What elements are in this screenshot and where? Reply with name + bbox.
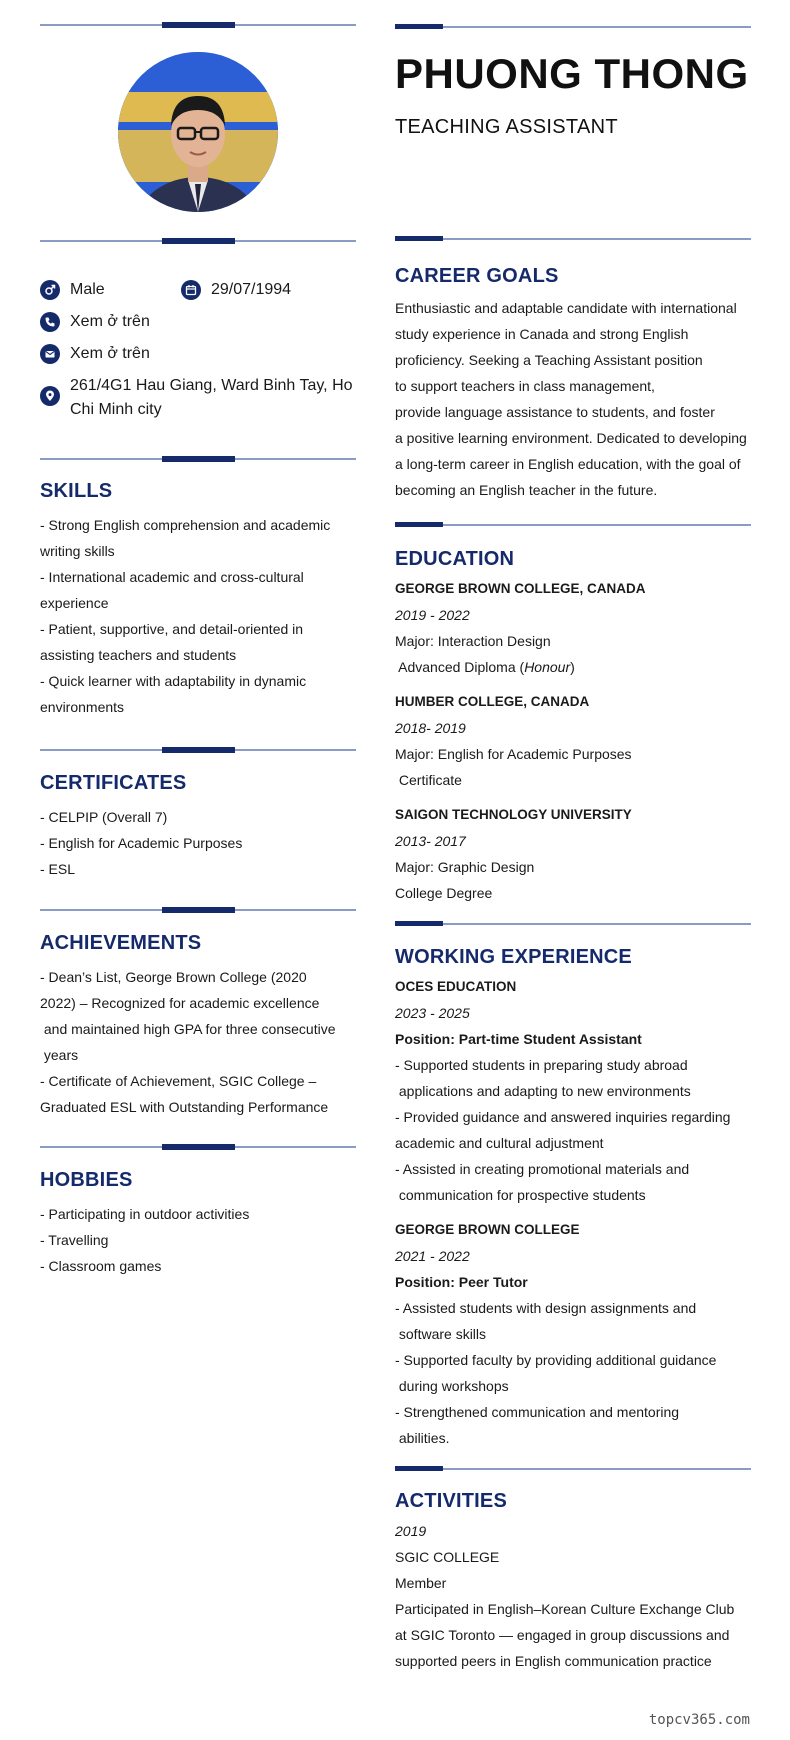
hobbies-title: HOBBIES — [40, 1169, 133, 1191]
experience-years: 2023 - 2025 — [395, 1005, 470, 1021]
position: Position: Peer Tutor — [395, 1274, 528, 1290]
text-line: becoming an English teacher in the future. — [395, 482, 658, 498]
degree: College Degree — [395, 885, 493, 901]
text-line: to support teachers in class management, — [395, 378, 655, 394]
list-item: Graduated ESL with Outstanding Performance — [40, 1099, 329, 1115]
list-item: academic and cultural adjustment — [395, 1135, 604, 1151]
gender-value: Male — [70, 281, 105, 298]
list-item: - Certificate of Achievement, SGIC College – — [40, 1073, 317, 1089]
degree-text: ) — [570, 659, 575, 675]
phone-icon — [40, 312, 60, 332]
degree-honour: Honour — [524, 659, 571, 675]
list-item: at SGIC Toronto — engaged in group discussions and — [395, 1627, 730, 1643]
activity-entry — [395, 1518, 751, 1674]
gender-icon — [40, 280, 60, 300]
skills-list — [40, 512, 330, 720]
company-name: OCES EDUCATION — [395, 979, 517, 994]
divider — [40, 458, 356, 460]
activities-title: ACTIVITIES — [395, 1490, 508, 1512]
email-row — [40, 342, 150, 366]
list-item: Participated in English–Korean Culture Exchange Club — [395, 1601, 735, 1617]
birthdate-row — [181, 278, 291, 302]
career-goals-title: CAREER GOALS — [395, 265, 559, 287]
experience-entry — [395, 1217, 751, 1451]
list-item: writing skills — [40, 543, 115, 559]
achievements-list — [40, 964, 335, 1120]
school-name: HUMBER COLLEGE, CANADA — [395, 694, 590, 709]
text-line: Enthusiastic and adaptable candidate with international — [395, 300, 737, 316]
address-line: 261/4G1 Hau Giang, Ward Binh Tay, Ho — [70, 377, 353, 394]
list-item: - Provided guidance and answered inquiries regarding — [395, 1109, 731, 1125]
divider — [395, 923, 751, 925]
gender-row — [40, 278, 105, 302]
experience-years: 2021 - 2022 — [395, 1248, 470, 1264]
activity-role: Member — [395, 1575, 447, 1591]
major: Major: English for Academic Purposes — [395, 746, 632, 762]
company-name: GEORGE BROWN COLLEGE — [395, 1222, 580, 1237]
list-item: assisting teachers and students — [40, 647, 237, 663]
email-icon — [40, 344, 60, 364]
divider — [395, 26, 751, 28]
list-item: - Dean’s List, George Brown College (2020 — [40, 969, 307, 985]
degree: Certificate — [395, 772, 462, 788]
list-item: - Travelling — [40, 1232, 109, 1248]
divider — [40, 1146, 356, 1148]
calendar-icon — [181, 280, 201, 300]
education-entry — [395, 689, 751, 793]
experience-title: WORKING EXPERIENCE — [395, 946, 632, 968]
divider — [40, 240, 356, 242]
list-item: - Supported faculty by providing additional guidance — [395, 1352, 717, 1368]
text-line: provide language assistance to students, and foster — [395, 404, 715, 420]
list-item: software skills — [395, 1326, 487, 1342]
degree — [395, 654, 751, 680]
activity-org: SGIC COLLEGE — [395, 1549, 500, 1565]
divider — [395, 238, 751, 240]
location-icon — [40, 386, 60, 406]
certificates-list — [40, 804, 242, 882]
list-item: - Supported students in preparing study abroad — [395, 1057, 688, 1073]
email-value[interactable]: Xem ở trên — [70, 345, 150, 362]
list-item: - Participating in outdoor activities — [40, 1206, 250, 1222]
divider — [395, 524, 751, 526]
education-entry — [395, 802, 751, 906]
list-item: - CELPIP (Overall 7) — [40, 809, 168, 825]
phone-value[interactable]: Xem ở trên — [70, 313, 150, 330]
list-item: and maintained high GPA for three consecutive — [40, 1021, 336, 1037]
job-title: TEACHING ASSISTANT — [395, 116, 618, 138]
text-line: a positive learning environment. Dedicated to developing — [395, 430, 747, 446]
certificates-title: CERTIFICATES — [40, 772, 187, 794]
degree-text: Advanced Diploma ( — [395, 659, 525, 675]
list-item: - Assisted in creating promotional materials and — [395, 1161, 690, 1177]
skills-title: SKILLS — [40, 480, 113, 502]
avatar — [118, 52, 278, 212]
list-item: - Quick learner with adaptability in dynamic — [40, 673, 307, 689]
phone-row — [40, 310, 150, 334]
school-years: 2013- 2017 — [395, 833, 466, 849]
list-item: - Strong English comprehension and academic — [40, 517, 331, 533]
list-item: communication for prospective students — [395, 1187, 646, 1203]
divider — [40, 24, 356, 26]
birthdate-value: 29/07/1994 — [211, 281, 292, 298]
activity-year: 2019 — [395, 1523, 427, 1539]
list-item: experience — [40, 595, 109, 611]
text-line: study experience in Canada and strong English — [395, 326, 689, 342]
list-item: 2022) – Recognized for academic excellence — [40, 995, 320, 1011]
divider — [395, 1468, 751, 1470]
divider — [40, 749, 356, 751]
major: Major: Graphic Design — [395, 859, 535, 875]
school-name: GEORGE BROWN COLLEGE, CANADA — [395, 581, 646, 596]
list-item: environments — [40, 699, 125, 715]
list-item: - ESL — [40, 861, 76, 877]
divider — [40, 909, 356, 911]
list-item: abilities. — [395, 1430, 450, 1446]
major: Major: Interaction Design — [395, 633, 551, 649]
hobbies-list — [40, 1201, 249, 1279]
school-name: SAIGON TECHNOLOGY UNIVERSITY — [395, 807, 632, 822]
list-item: - Strengthened communication and mentoring — [395, 1404, 680, 1420]
watermark: topcv365.com — [648, 1712, 750, 1728]
position: Position: Part-time Student Assistant — [395, 1031, 642, 1047]
school-years: 2018- 2019 — [395, 720, 466, 736]
education-entry — [395, 576, 751, 680]
address-line: Chi Minh city — [70, 401, 162, 418]
list-item: years — [40, 1047, 79, 1063]
address-row — [40, 374, 353, 422]
education-title: EDUCATION — [395, 548, 515, 570]
text-line: a long-term career in English education, with the goal of — [395, 456, 741, 472]
list-item: - English for Academic Purposes — [40, 835, 243, 851]
list-item: supported peers in English communication practice — [395, 1653, 712, 1669]
achievements-title: ACHIEVEMENTS — [40, 932, 202, 954]
school-years: 2019 - 2022 — [395, 607, 470, 623]
list-item: during workshops — [395, 1378, 509, 1394]
experience-entry — [395, 974, 751, 1208]
candidate-name: PHUONG THONG — [395, 50, 749, 97]
list-item: - Classroom games — [40, 1258, 162, 1274]
list-item: applications and adapting to new environments — [395, 1083, 691, 1099]
avatar-photo — [118, 52, 278, 212]
text-line: proficiency. Seeking a Teaching Assistant position — [395, 352, 703, 368]
list-item: - International academic and cross-cultural — [40, 569, 304, 585]
list-item: - Patient, supportive, and detail-oriented in — [40, 621, 304, 637]
career-goals-text — [395, 295, 747, 503]
list-item: - Assisted students with design assignments and — [395, 1300, 697, 1316]
